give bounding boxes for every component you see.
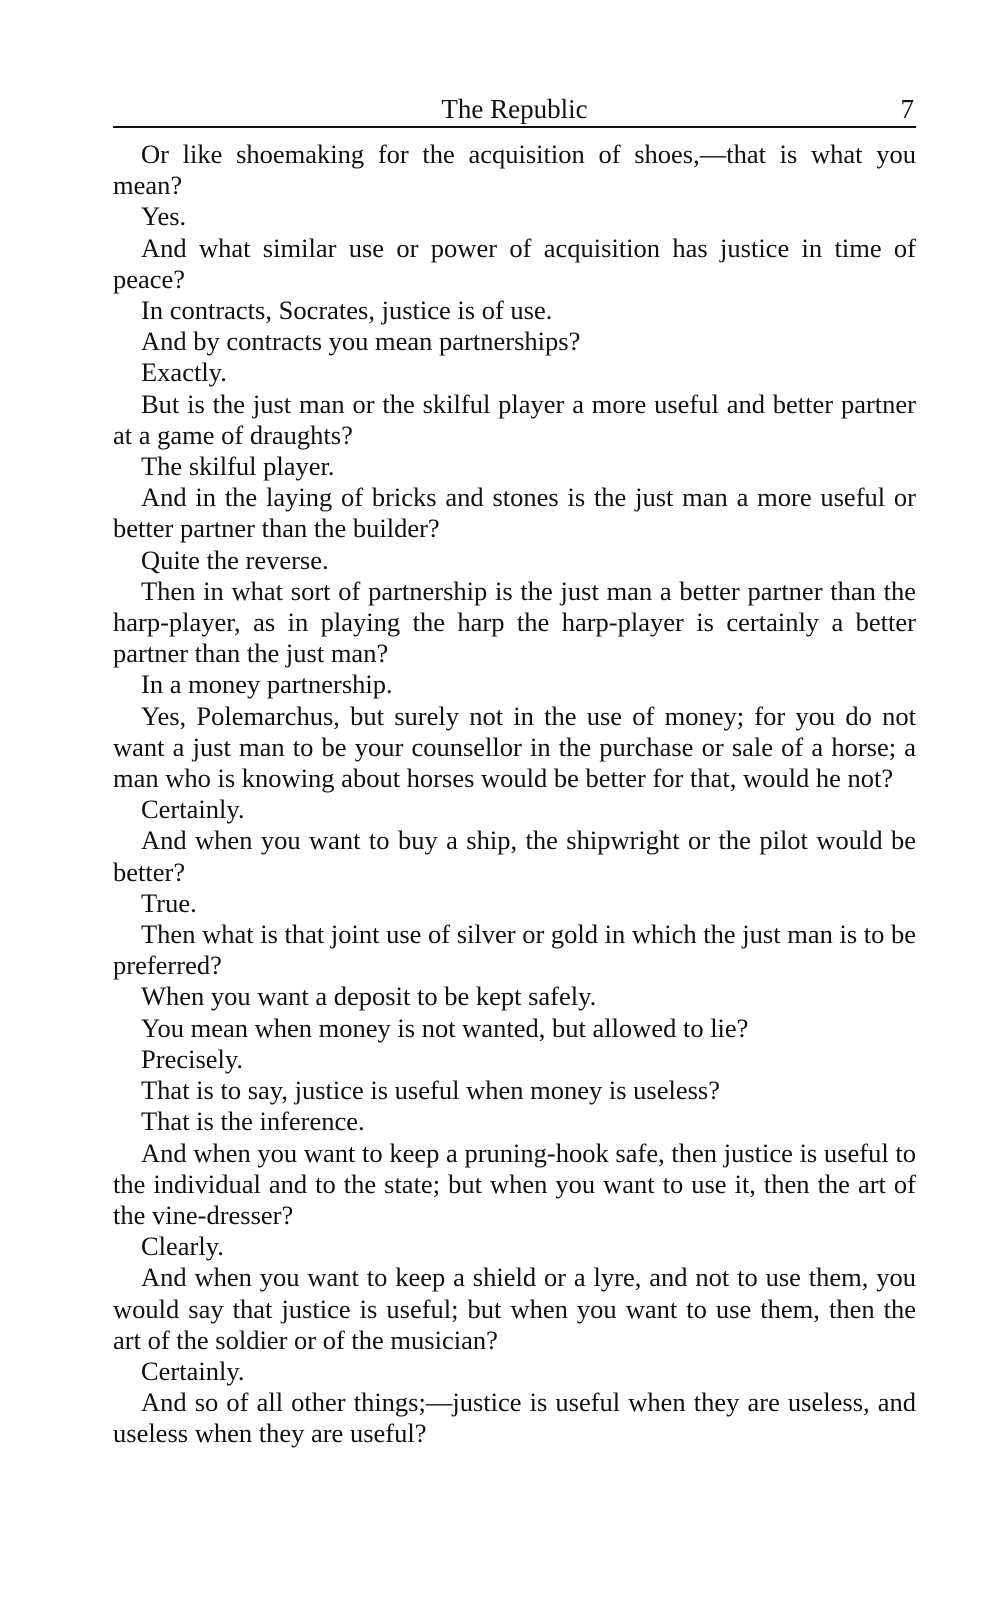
paragraph: And when you want to buy a ship, the shipwright or the pilot would be better? — [113, 825, 916, 887]
paragraph: Yes. — [141, 201, 187, 232]
paragraph: Clearly. — [141, 1231, 224, 1262]
paragraph: And what similar use or power of acquisition has justice in time of peace? — [113, 232, 916, 294]
running-title: The Republic — [441, 94, 588, 124]
paragraph: When you want a deposit to be kept safely. — [141, 981, 597, 1012]
paragraph: That is to say, justice is useful when money is useless? — [141, 1075, 720, 1106]
paragraph: Then what is that joint use of silver or gold in which the just man is to be preferred? — [113, 919, 917, 981]
paragraph: That is the inference. — [141, 1106, 365, 1137]
paragraph: In a money partnership. — [141, 669, 393, 700]
paragraph: Exactly. — [141, 357, 227, 388]
paragraph: In contracts, Socrates, justice is of use. — [141, 295, 553, 326]
running-header — [113, 88, 916, 128]
paragraph: And by contracts you mean partnerships? — [141, 326, 581, 357]
paragraph: And when you want to keep a pruning-hook safe, then justice is useful to the individual and to the state; but when you want to use it, then the art of the vine-dresser? — [113, 1137, 916, 1230]
paragraph: And when you want to keep a shield or a lyre, and not to use them, you would say that justice is useful; but when you want to use them, then the art of the soldier or of the musician? — [113, 1262, 916, 1355]
paragraph: Yes, Polemarchus, but surely not in the use of money; for you do not want a just man to be your counsellor in the purchase or sale of a horse; a man who is knowing about horses would be better for that, would he not? — [113, 700, 916, 794]
paragraph: And in the laying of bricks and stones is the just man a more useful or better partner than the builder? — [113, 482, 916, 544]
paragraph: You mean when money is not wanted, but allowed to lie? — [141, 1012, 749, 1043]
paragraph: True. — [141, 887, 197, 918]
paragraph: And so of all other things;—justice is useful when they are useless, and useless when they are useful? — [113, 1387, 916, 1449]
paragraph: Certainly. — [141, 1355, 245, 1386]
paragraph: Then in what sort of partnership is the just man a better partner than the harp-player, as in playing the harp the harp-player is certainly a better partner than the just man? — [113, 575, 916, 669]
dialogue-text — [113, 139, 916, 1450]
paragraph: But is the just man or the skilful player a more useful and better partner at a game of draughts? — [113, 388, 916, 450]
paragraph: Quite the reverse. — [141, 544, 329, 575]
paragraph: Certainly. — [141, 794, 245, 825]
paragraph: The skilful player. — [141, 451, 335, 482]
paragraph: Or like shoemaking for the acquisition of shoes,—that is what you mean? — [113, 139, 916, 201]
paragraph: Precisely. — [141, 1043, 244, 1074]
page-number: 7 — [900, 94, 914, 124]
book-page — [113, 88, 916, 1450]
